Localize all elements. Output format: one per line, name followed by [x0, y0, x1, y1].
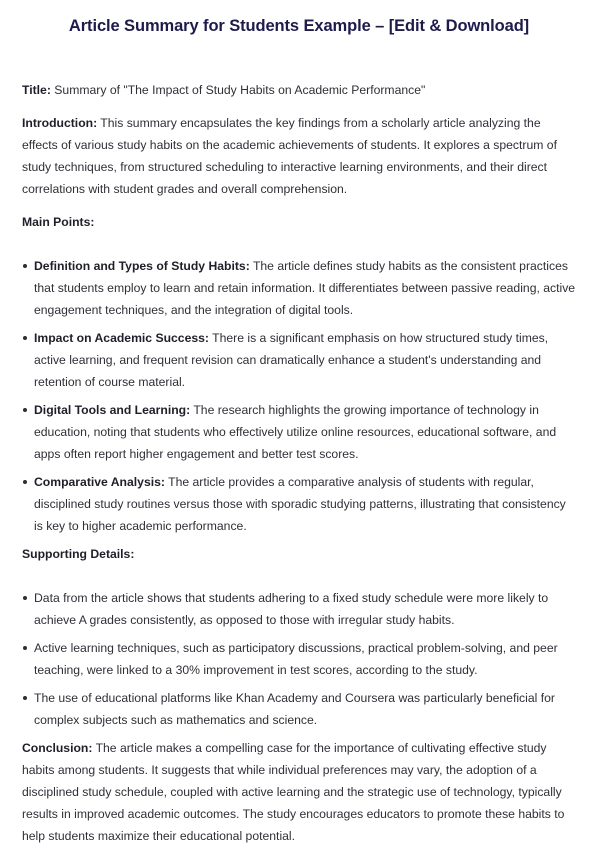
list-item-label: Digital Tools and Learning: — [34, 403, 191, 417]
list-item-label: Definition and Types of Study Habits: — [34, 259, 250, 273]
list-item: The use of educational platforms like Khan Academy and Coursera was particularly beneficial for complex subjects such as mathematics and science. — [22, 687, 576, 731]
list-item-text: There is a significant emphasis on how structured study times, active learning, and frequent revision can dramatically enhance a student's understanding and retention of course material. — [34, 331, 549, 389]
list-item — [22, 255, 576, 321]
conclusion-paragraph — [22, 737, 576, 847]
list-item-text: The article provides a comparative analysis of students with regular, disciplined study routines versus those with sporadic studying patterns, illustrating that consistency is key to higher academic performance. — [34, 475, 566, 533]
supporting-details-heading: Supporting Details: — [22, 547, 135, 561]
list-item — [22, 327, 576, 393]
introduction-paragraph — [22, 112, 576, 200]
introduction-label: Introduction: — [22, 116, 98, 130]
conclusion-label: Conclusion: — [22, 741, 93, 755]
main-points-list — [22, 255, 576, 537]
page-title: Article Summary for Students Example – [Edit & Download] — [68, 17, 530, 35]
document-body — [22, 79, 576, 847]
title-text: Summary of "The Impact of Study Habits on Academic Performance" — [50, 83, 426, 97]
list-item: Data from the article shows that students adhering to a fixed study schedule were more likely to achieve A grades consistently, as opposed to those with irregular study habits. — [22, 587, 576, 631]
list-item — [22, 399, 576, 465]
document-title-line — [22, 79, 576, 101]
list-item-label: Comparative Analysis: — [34, 475, 165, 489]
list-item-label: Impact on Academic Success: — [34, 331, 209, 345]
list-item-text: The research highlights the growing importance of technology in education, noting that students who effectively utilize online resources, educational software, and apps often report higher engagement and better test scores. — [34, 403, 557, 461]
supporting-details-list — [22, 587, 576, 731]
list-item — [22, 471, 576, 537]
main-points-heading: Main Points: — [22, 215, 95, 229]
list-item: Active learning techniques, such as participatory discussions, practical problem-solving, and peer teaching, were linked to a 30% improvement in test scores, according to the study. — [22, 637, 576, 681]
list-item-text: The article defines study habits as the consistent practices that students employ to learn and retain information. It differentiates between passive reading, active engagement techniques, and the integration of digital tools. — [34, 259, 576, 317]
introduction-text: This summary encapsulates the key findings from a scholarly article analyzing the effects of various study habits on the academic achievements of students. It explores a spectrum of study techniques, from structured scheduling to interactive learning environments, and their direct correlations with student grades and overall comprehension. — [22, 116, 557, 196]
conclusion-text: The article makes a compelling case for the importance of cultivating effective study habits among students. It suggests that while individual preferences may vary, the adoption of a disciplined study schedule, coupled with active learning and the strategic use of technology, typically results in improved academic outcomes. The study encourages educators to promote these habits to help students maximize their educational potential. — [22, 741, 565, 843]
title-label: Title: — [22, 83, 51, 97]
